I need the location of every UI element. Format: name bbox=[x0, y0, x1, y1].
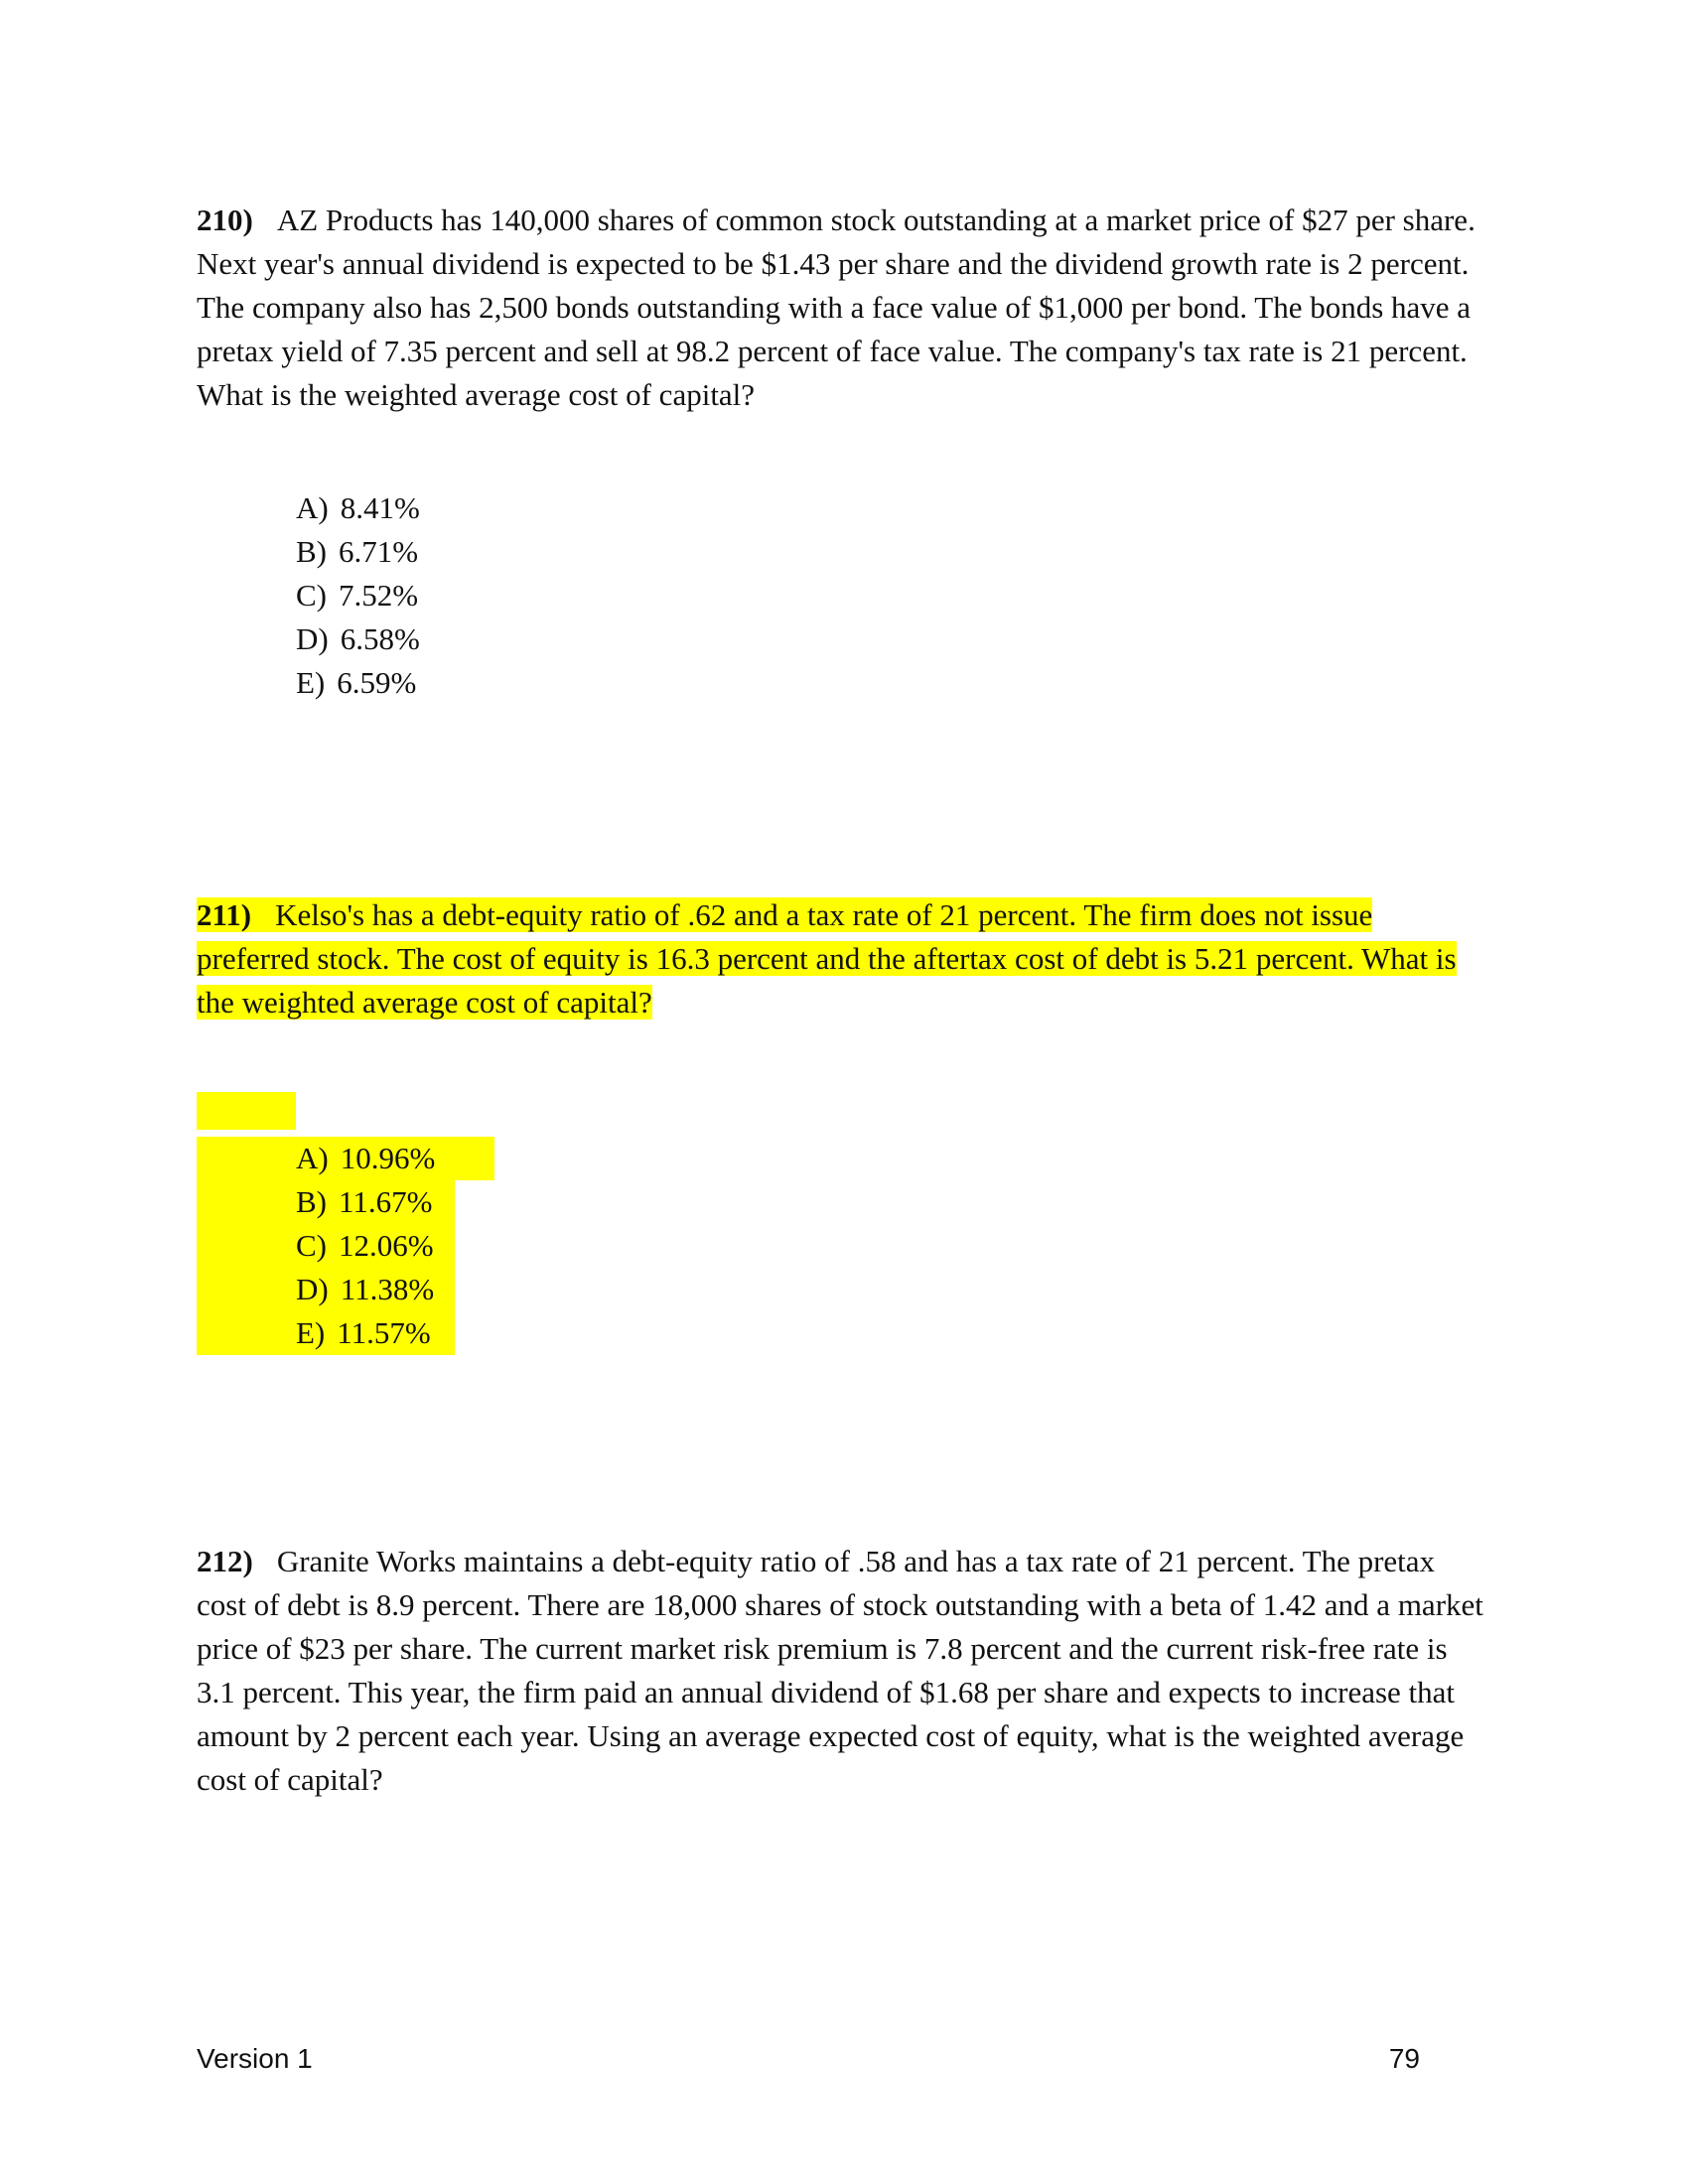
highlighted-question bbox=[197, 897, 1457, 1020]
question-211 bbox=[197, 893, 1487, 1024]
answer-choices-210 bbox=[197, 486, 420, 705]
question-number: 212) bbox=[197, 1544, 253, 1578]
choice-b[interactable]: B) 6.71% bbox=[296, 534, 419, 569]
page-number: 79 bbox=[1388, 2043, 1420, 2074]
choice-d[interactable]: D) 6.58% bbox=[296, 621, 420, 656]
question-212 bbox=[197, 1540, 1487, 1802]
version-label: Version 1 bbox=[197, 2043, 313, 2074]
choice-b[interactable]: B) 11.67% bbox=[197, 1180, 455, 1224]
choice-e[interactable]: E) 11.57% bbox=[197, 1311, 455, 1355]
choice-e[interactable]: E) 6.59% bbox=[296, 665, 417, 700]
highlight-mark bbox=[197, 1092, 296, 1130]
question-text: Granite Works maintains a debt-equity ratio of .58 and has a tax rate of 21 percent. The pretax cost of debt is 8.9 percent. There are 18,000 shares of stock outstanding with a beta of 1.42 and a market price of $23 per share. The current market risk premium is 7.8 percent and the current risk-free rate is 3.1 percent. This year, the firm paid an annual dividend of $1.68 per share and expects to increase that amount by 2 percent each year. Using an average expected cost of equity, what is the weighted average cost of capital? bbox=[197, 1544, 1483, 1797]
question-number: 210) bbox=[197, 203, 253, 237]
choice-a[interactable]: A) 8.41% bbox=[296, 490, 420, 525]
choice-c[interactable]: C) 12.06% bbox=[197, 1224, 455, 1268]
question-text: AZ Products has 140,000 shares of common stock outstanding at a market price of $27 per share. Next year's annual dividend is expected to be $1.43 per share and the dividend growth rate is 2 percent. The company also has 2,500 bonds outstanding with a face value of $1,000 per bond. The bonds have a pretax yield of 7.35 percent and sell at 98.2 percent of face value. The company's tax rate is 21 percent. What is the weighted average cost of capital? bbox=[197, 203, 1476, 412]
choice-d[interactable]: D) 11.38% bbox=[197, 1268, 455, 1311]
choice-a[interactable]: A) 10.96% bbox=[197, 1137, 494, 1180]
answer-choices-211 bbox=[197, 1137, 494, 1355]
question-number: 211) bbox=[197, 897, 252, 932]
question-210 bbox=[197, 199, 1487, 417]
question-text: Kelso's has a debt-equity ratio of .62 and a tax rate of 21 percent. The firm does not issue preferred stock. The cost of equity is 16.3 percent and the aftertax cost of debt is 5.21 percent. What is the weighted average cost of capital? bbox=[197, 897, 1457, 1020]
choice-c[interactable]: C) 7.52% bbox=[296, 578, 419, 613]
